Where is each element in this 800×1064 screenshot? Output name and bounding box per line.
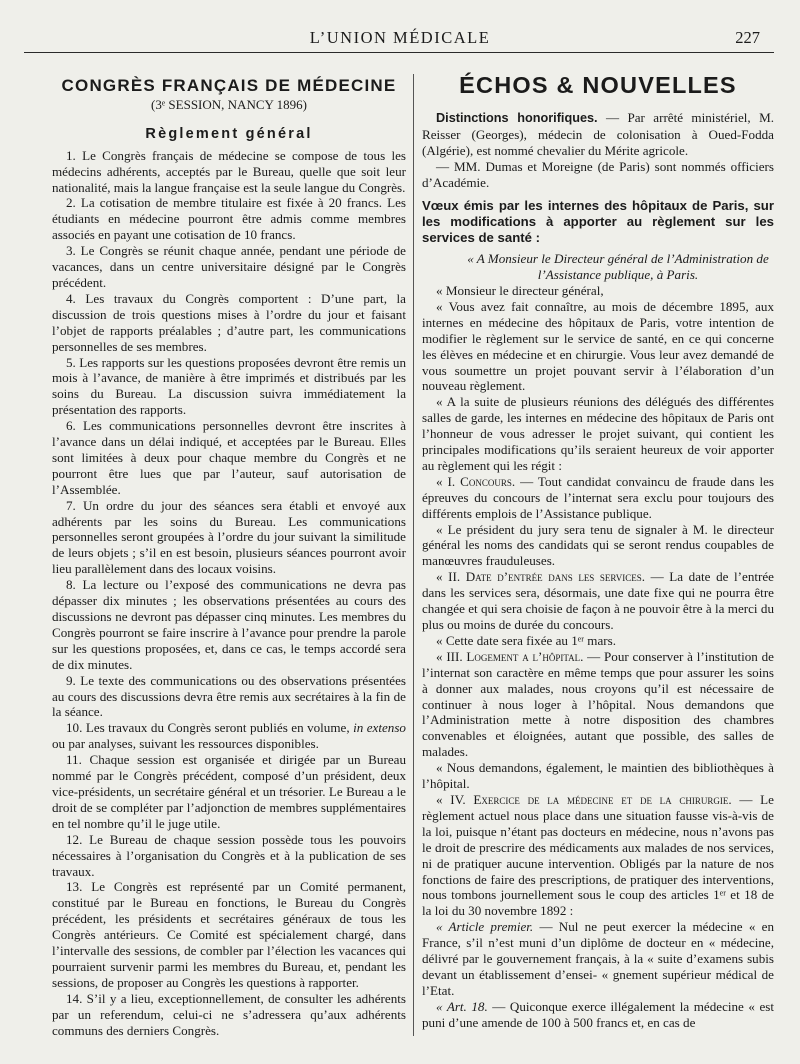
letter-address: « A Monsieur le Directeur général de l’Administration de l’Assistance publique, à Paris. [467,251,769,283]
article-paragraph: 5. Les rapports sur les questions proposées devront être remis un mois à l’avance, de manière à être imprimés et distribués par les soins du Bureau. La discussion suivra immédiatement la présentation des rapports. [52,354,406,418]
article-paragraph: 11. Chaque session est organisée et dirigée par un Bureau nommé par le Congrès précédent, composé d’un président, deux vice-présidents, un secrétaire général et un trésorier. Le Bureau a le droit de se compléter par l’adjonction de membres supplémentaires en tel nombre qu’il le juge utile. [52,752,406,831]
law-article-premier [422,919,774,999]
distinctions-paragraph [422,110,774,159]
dumas-paragraph: — MM. Dumas et Moreigne (de Paris) sont nommés officiers d’Académie. [422,158,774,190]
echos-title: ÉCHOS & NOUVELLES [459,72,737,98]
article-paragraph: 9. Le texte des communications ou des observations présentées au cours des discussions devra être remis aux secrétaires à la fin de la séance. [52,672,406,720]
section-date-entree [422,569,774,633]
article-10-after: ou par analyses, suivant les ressources disponibles. [52,736,319,752]
article-paragraph: 2. La cotisation de membre titulaire est fixée à 20 francs. Les étudiants en médecine pourront être admis comme membres associés en payant une cotisation de 10 francs. [52,195,406,243]
right-column [422,60,774,1060]
page-number: 227 [735,28,760,47]
header-rule [24,52,774,53]
article-paragraph: 7. Un ordre du jour des séances sera établi et envoyé aux adhérents par les soins du Bureau. Les communications personnelles seront groupées à l’ordre du jour suivant la similitude de leurs objets ; s’il en est besoin, plusieurs séances pourront avoir lieu parallèlement dans des locaux voisins. [52,497,406,577]
section-text: — La date de l’entrée dans les services sera, désormais, une date fixe qui ne pourra être changée et qui sera choisie de façon à ne pouvoir être à la merci du plus ou moins de durée du concours. [422,569,774,632]
running-head [0,26,800,50]
article-paragraph: 4. Les travaux du Congrès comportent : D’une part, la discussion de trois questions mises à l’ordre du jour et faisant l’objet de rapports préalables ; d’autre part, les communications personnelles de ses membres. [52,290,406,354]
distinctions-text: — Par arrêté ministériel, M. Reisser (Georges), médecin de colonisation à Oued-Fodda (Algérie), est nommé chevalier du Mérite agricole. [422,109,774,158]
letter-paragraph: « Cette date sera fixée au 1ᵉʳ mars. [436,632,616,648]
article-10-before: 10. Les travaux du Congrès seront publiés en volume, [66,720,354,736]
journal-title: L’UNION MÉDICALE [309,28,491,47]
section-text: — Tout candidat convaincu de fraude dans les épreuves du concours de l’internat sera exclu pour toujours des différents emplois de l’Assistance publique. [422,473,774,521]
voeux-heading: Vœux émis par les internes des hôpitaux de Paris, sur les modifications à apporter au règlement sur les services de santé : [422,198,774,246]
law-article-label: « Art. 18. [436,998,488,1014]
article-paragraph: 13. Le Congrès est représenté par un Comité permanent, constitué par le Bureau en fonctions, le Bureau du Congrès précédent, les présidents et secrétaires généraux de tous les Congrès antérieurs. Ce Comité est spécialement chargé, dans l’intervalle des sessions, de combler par l’élection les vacances qui pourraient survenir parmi les membres du Bureau, et, pendant les sessions, de proposer au Congrès les questions à rapporter. [52,879,406,990]
section-text: — Le règlement actuel nous place dans une situation fausse vis-à-vis de la loi, puisque n’étant pas docteurs en médecine, nous n’avons pas le droit de prescrire des médicaments aux malades de nos services, ni de pratiquer aucune intervention. Obligés par la nature de nos fonctions de faire des prescriptions, de pratiquer des interventions, nous tombons journellement sous le coup des articles 1ᵉʳ et 18 de la loi du 30 novembre 1892 : [422,791,774,919]
law-article-text: — Quiconque exerce illégalement la médecine « est puni d’une amende de 100 à 500 francs et, en cas de [422,998,774,1030]
article-list-continued [52,752,406,1038]
law-article-label: « Article premier. [436,919,534,935]
article-10-italic: in extenso [353,720,406,736]
section-label: « II. Date d’entrée dans les services. [436,569,645,585]
section-text: — Pour conserver à l’institution de l’internat son caractère en même temps que pour assurer les soins à donner aux malades, nous croyons qu’il est nécessaire de continuer à nous loger à l’hôpital. Nous demandons que l’Administration mette à notre disposition des chambres convenables et éloignées, autant que possible, des salles de malades. [422,648,774,760]
left-column [52,60,406,1060]
distinctions-heading: Distinctions honorifiques. [436,110,598,125]
congress-subtitle: (3ᵉ SESSION, NANCY 1896) [151,96,307,112]
letter-paragraph: « A la suite de plusieurs réunions des délégués des différentes salles de garde, les internes en médecine des hôpitaux de Paris ont l’honneur de vous adresser le projet suivant, qui contient les principales modifications qu’ils seraient heureux de voir apporter au règlement qui les régit : [422,394,774,473]
article-paragraph [52,720,406,752]
letter-paragraph: « Vous avez fait connaître, au mois de décembre 1895, aux internes en médecine des hôpitaux de Paris, votre intention de modifier le règlement sur le service de santé, en ce qui concerne les élèves en médecine et en chirurgie. Vous leur avez demandé de vous soumettre un projet pouvant servir à l’élaboration d’un nouveau règlement. [422,298,774,394]
section-exercice [422,792,774,919]
section-logement [422,649,774,760]
column-divider [413,74,414,1036]
article-paragraph: 1. Le Congrès français de médecine se compose de tous les médecins adhérents, acceptés par le Bureau, quelle que soit leur nationalité, mais la langue française est la seule langue du Congrès. [52,147,406,195]
article-paragraph: 14. S’il y a lieu, exceptionnellement, de consulter les adhérents par un referendum, celui-ci ne s’adressera qu’aux adhérents communs des derniers Congrès. [52,990,406,1038]
law-article-text: — Nul ne peut exercer la médecine « en France, s’il n’est muni d’un diplôme de docteur en « médecine, délivré par le gouvernement français, à la « suite d’examens subis devant un établissement d’ensei- « gnement supérieur médical de l’Etat. [422,919,774,998]
letter-salutation: « Monsieur le directeur général, [436,282,604,298]
article-paragraph: 8. La lecture ou l’exposé des communications ne devra pas dépasser dix minutes ; les observations présentées au cours des discussions ne devront pas dépasser cinq minutes. Les membres du Congrès pourront se faire inscrire à l’avance pour prendre la parole sur les questions proposées, et, dans ce cas, le temps accordé sera de dix minutes. [52,577,406,672]
article-paragraph: 12. Le Bureau de chaque session possède tous les pouvoirs nécessaires à l’organisation du Congrès et à la publication de ses travaux. [52,831,406,879]
section-label: « I. Concours. [436,473,516,489]
congress-title: CONGRÈS FRANÇAIS DE MÉDECINE [61,76,397,95]
section-label: « III. Logement a l’hôpital. [436,648,584,664]
reglement-title: Règlement général [145,125,313,142]
letter-paragraph: « Nous demandons, également, le maintien des bibliothèques à l’hôpital. [422,760,774,792]
section-label: « IV. Exercice de la médecine et de la chirurgie. [436,791,732,807]
law-article-18 [422,999,774,1031]
section-concours [422,474,774,522]
letter-paragraph: « Le président du jury sera tenu de signaler à M. le directeur général les noms des candidats qui se seront rendus coupables de manœuvres frauduleuses. [422,521,774,569]
article-paragraph: 6. Les communications personnelles devront être inscrites à l’avance dans un délai indiqué, et acceptées par le Bureau. Elles sont limitées à deux pour chaque membre du Congrès et ne pourront être lues que par l’auteur, sauf autorisation de l’Assemblée. [52,418,406,497]
article-list [52,148,406,721]
article-paragraph: 3. Le Congrès se réunit chaque année, pendant une période de vacances, dans un centre universitaire désigné par le Congrès précédent. [52,243,406,290]
